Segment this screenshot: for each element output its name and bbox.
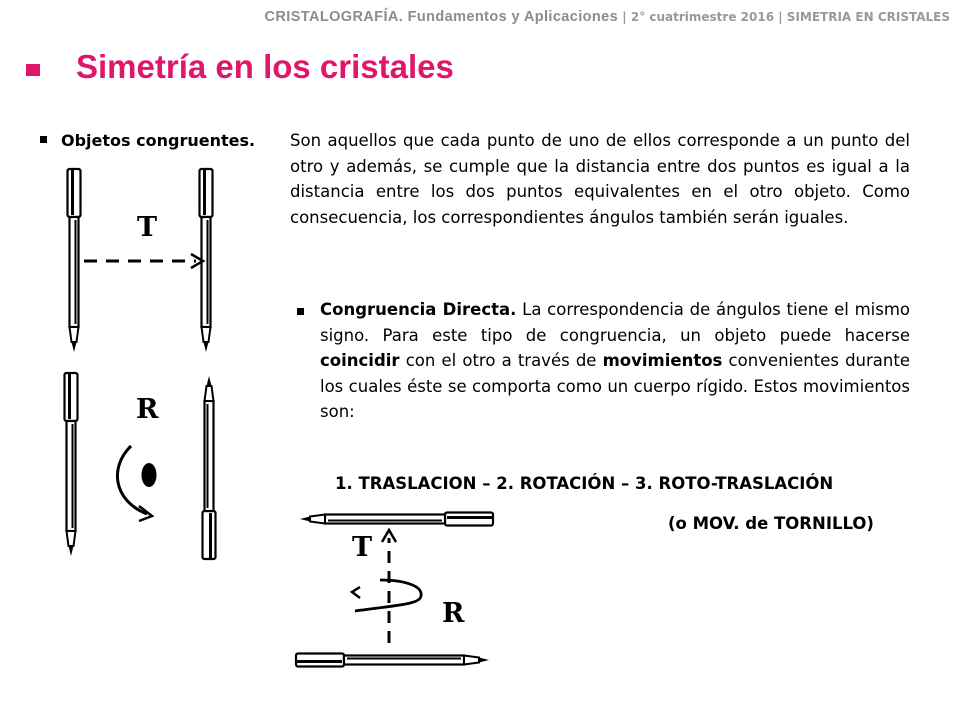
screw-movement-note: (o MOV. de TORNILLO): [668, 514, 874, 533]
keyword-coincidir: coincidir: [320, 351, 400, 370]
screw-rotation-label: R: [442, 598, 465, 629]
objects-congruent-text: Objetos congruentes.: [61, 131, 256, 150]
definition-paragraph: Son aquellos que cada punto de uno de ellos corresponde a un punto del otro y además, se cumple que la distancia entre dos puntos es igual a la distancia entre los dos puntos equivalentes en el otro objeto. Como consecuencia, los correspondientes ángulos también serán iguales.: [290, 131, 910, 227]
direct-congruence-text-a: La correspondencia de ángulos tiene el mismo signo. Para este tipo de congruencia, un objeto puede hacerse: [320, 300, 910, 345]
direct-congruence-heading: Congruencia Directa.: [320, 300, 517, 319]
direct-congruence-text-c: convenientes durante los cuales éste se comporta como un cuerpo rígido. Estos movimientos son:: [320, 351, 910, 421]
topic-label: SIMETRIA EN CRISTALES: [786, 10, 950, 24]
screw-translation-label: T: [352, 532, 373, 563]
pen-screw-bottom: [296, 654, 489, 667]
pen-screw-top: [300, 513, 493, 526]
keyword-movimientos: movimientos: [602, 351, 723, 370]
term-label: 2° cuatrimestre 2016: [630, 10, 775, 24]
course-title: CRISTALOGRAFÍA. Fundamentos y Aplicaciones: [264, 9, 619, 25]
header-separator: |: [774, 10, 787, 24]
movements-list: 1. TRASLACION – 2. ROTACIÓN – 3. ROTO-TRASLACIÓN: [335, 474, 834, 493]
slide-title: Simetría en los cristales: [76, 48, 454, 85]
header-separator: |: [618, 10, 631, 24]
arrow-head-icon: [352, 587, 360, 598]
rotation-label: R: [136, 394, 159, 425]
translation-label: T: [137, 212, 158, 243]
direct-congruence-text-b: con el otro a través de: [399, 351, 603, 370]
